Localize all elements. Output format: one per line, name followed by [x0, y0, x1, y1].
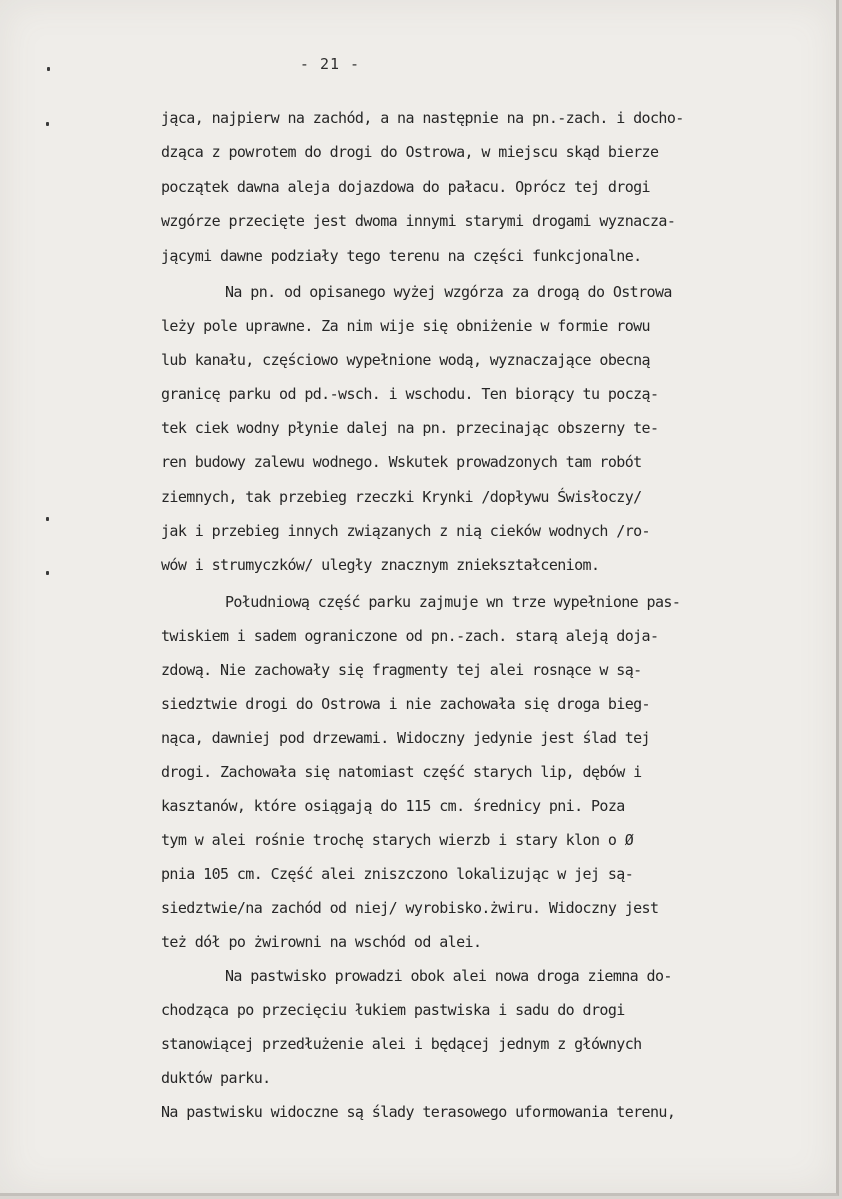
- text-line: chodząca po przecięciu łukiem pastwiska i sadu do drogi: [161, 1001, 625, 1019]
- margin-mark: [46, 571, 49, 575]
- text-line: zdową. Nie zachowały się fragmenty tej alei rosnące w są-: [161, 661, 642, 679]
- text-line: drogi. Zachowała się natomiast część starych lip, dębów i: [161, 763, 642, 781]
- paragraph-first-line: Na pastwisko prowadzi obok alei nowa droga ziemna do-: [225, 967, 672, 985]
- text-line: tek ciek wodny płynie dalej na pn. przecinając obszerny te-: [161, 419, 659, 437]
- text-line: siedztwie drogi do Ostrowa i nie zachowała się droga bieg-: [161, 695, 650, 713]
- margin-mark: [46, 517, 49, 521]
- text-line: też dół po żwirowni na wschód od alei.: [161, 933, 482, 951]
- paragraph-first-line: Południową część parku zajmuje wn trze wypełnione pas-: [225, 593, 681, 611]
- text-line: siedztwie/na zachód od niej/ wyrobisko.żwiru. Widoczny jest: [161, 899, 659, 917]
- text-line: początek dawna aleja dojazdowa do pałacu. Oprócz tej drogi: [161, 178, 650, 196]
- text-line: jak i przebieg innych związanych z nią cieków wodnych /ro-: [161, 522, 650, 540]
- text-line: twiskiem i sadem ograniczone od pn.-zach. starą aleją doja-: [161, 627, 659, 645]
- text-line: Na pastwisku widoczne są ślady terasowego uformowania terenu,: [161, 1103, 676, 1121]
- paragraph-first-line: Na pn. od opisanego wyżej wzgórza za drogą do Ostrowa: [225, 283, 672, 301]
- text-line: stanowiącej przedłużenie alei i będącej jednym z głównych: [161, 1035, 642, 1053]
- text-line: lub kanału, częściowo wypełnione wodą, wyznaczające obecną: [161, 351, 650, 369]
- margin-mark: [46, 122, 49, 126]
- text-line: duktów parku.: [161, 1069, 271, 1087]
- page-number: - 21 -: [299, 55, 361, 73]
- text-line: jąca, najpierw na zachód, a na następnie na pn.-zach. i docho-: [161, 109, 684, 127]
- text-line: ziemnych, tak przebieg rzeczki Krynki /dopływu Świsłoczy/: [161, 488, 642, 506]
- text-line: tym w alei rośnie trochę starych wierzb i stary klon o Ø: [161, 831, 634, 849]
- text-line: wzgórze przecięte jest dwoma innymi starymi drogami wyznacza-: [161, 212, 676, 230]
- text-line: nąca, dawniej pod drzewami. Widoczny jedynie jest ślad tej: [161, 729, 650, 747]
- text-line: kasztanów, które osiągają do 115 cm. średnicy pni. Poza: [161, 797, 625, 815]
- text-line: dząca z powrotem do drogi do Ostrowa, w miejscu skąd bierze: [161, 143, 659, 161]
- text-line: granicę parku od pd.-wsch. i wschodu. Ten biorący tu począ-: [161, 385, 659, 403]
- text-line: leży pole uprawne. Za nim wije się obniżenie w formie rowu: [161, 317, 650, 335]
- text-line: wów i strumyczków/ uległy znacznym zniekształceniom.: [161, 556, 600, 574]
- text-line: ren budowy zalewu wodnego. Wskutek prowadzonych tam robót: [161, 453, 642, 471]
- text-line: jącymi dawne podziały tego terenu na części funkcjonalne.: [161, 247, 642, 265]
- text-line: pnia 105 cm. Część alei zniszczono lokalizując w jej są-: [161, 865, 634, 883]
